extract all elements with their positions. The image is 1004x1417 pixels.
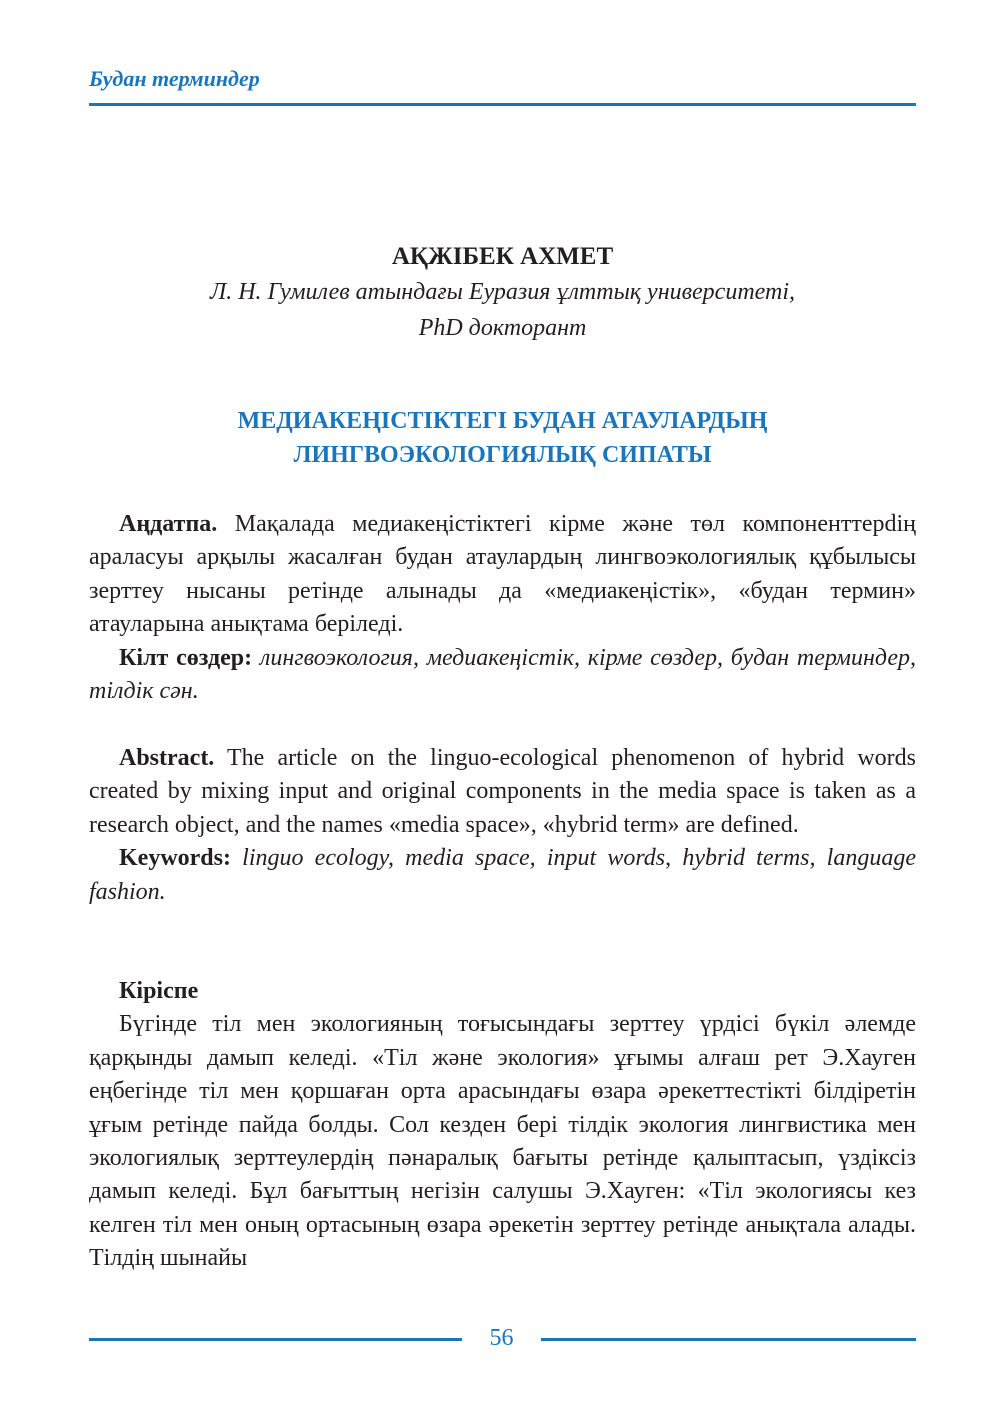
author-block bbox=[89, 240, 916, 346]
intro-paragraph: Бүгінде тіл мен экологияның тоғысындағы зерттеу үрдісі бүкіл әлемде қарқынды дамып келеді. «Тіл және экология» ұғымы алғаш рет Э.Хауген еңбегінде тіл мен қоршаған орта арасындағы өзара әрекеттестікті білдіретін ұғым ретінде пайда болды. Сол кезден бері тілдік экология лингвистика мен экологиялық зерттеулердің пәнаралық бағыты ретінде қалыптасып, үздіксіз дамып келеді. Бұл бағыттың негізін салушы Э.Хауген: «Тіл экологиясы кез келген тіл мен оның ортасының өзара әрекетін зерттеу ретінде анықтала алады. Тілдің шынайы bbox=[89, 1011, 916, 1272]
page-number: 56 bbox=[489, 1325, 514, 1351]
introduction-section bbox=[89, 975, 916, 1276]
abstract-kz-label: Аңдатпа. bbox=[119, 511, 218, 537]
abstract-kz-paragraph bbox=[89, 508, 916, 642]
article-title-line-1: МЕДИАКЕҢІСТІКТЕГІ БУДАН АТАУЛАРДЫҢ bbox=[237, 408, 768, 434]
keywords-en-label: Keywords: bbox=[119, 845, 231, 872]
author-degree: PhD докторант bbox=[418, 315, 587, 341]
footer-rule-right bbox=[541, 1338, 916, 1341]
author-affiliation: Л. Н. Гумилев атындағы Еуразия ұлттық университеті, bbox=[209, 279, 796, 305]
section-heading: Кіріспе bbox=[119, 978, 199, 1004]
abstract-en-paragraph bbox=[89, 742, 916, 842]
keywords-en-paragraph bbox=[89, 842, 916, 909]
running-title: Будан терминдер bbox=[89, 66, 260, 91]
article-title-line-2: ЛИНГВОЭКОЛОГИЯЛЫҚ СИПАТЫ bbox=[293, 442, 712, 468]
keywords-kz-paragraph bbox=[89, 642, 916, 709]
article-title bbox=[89, 404, 916, 472]
author-name: АҚЖІБЕК АХМЕТ bbox=[391, 243, 614, 270]
abstract-en-text: The article on the linguo-ecological phenomenon of hybrid words created by mixing input and original components in the media space is taken as a research object, and the names «media space», «hybrid term» are defined. bbox=[89, 745, 916, 838]
abstract-english bbox=[89, 742, 916, 909]
abstract-kz-text: Мақалада медиакеңістіктегі кірме және төл компоненттерdің араласуы арқылы жасалған будан атаулардың лингвоэкологиялық құбылысы зерттеу нысаны ретінде алынады да «медиакеңістік», «будан термин» атауларына анықтама беріледі. bbox=[89, 511, 916, 638]
footer-rule-left bbox=[89, 1338, 462, 1341]
keywords-kz-label: Кілт сөздер: bbox=[119, 644, 253, 671]
abstract-en-label: Abstract. bbox=[119, 745, 215, 771]
abstract-kazakh bbox=[89, 508, 916, 708]
keywords-en-list: linguo ecology, media space, input words, hybrid terms, language fashion. bbox=[89, 845, 916, 905]
keywords-kz-list: лингвоэкология, медиакеңістік, кірме сөздер, будан терминдер, тілдік сән. bbox=[89, 644, 916, 705]
header-rule bbox=[89, 103, 916, 106]
